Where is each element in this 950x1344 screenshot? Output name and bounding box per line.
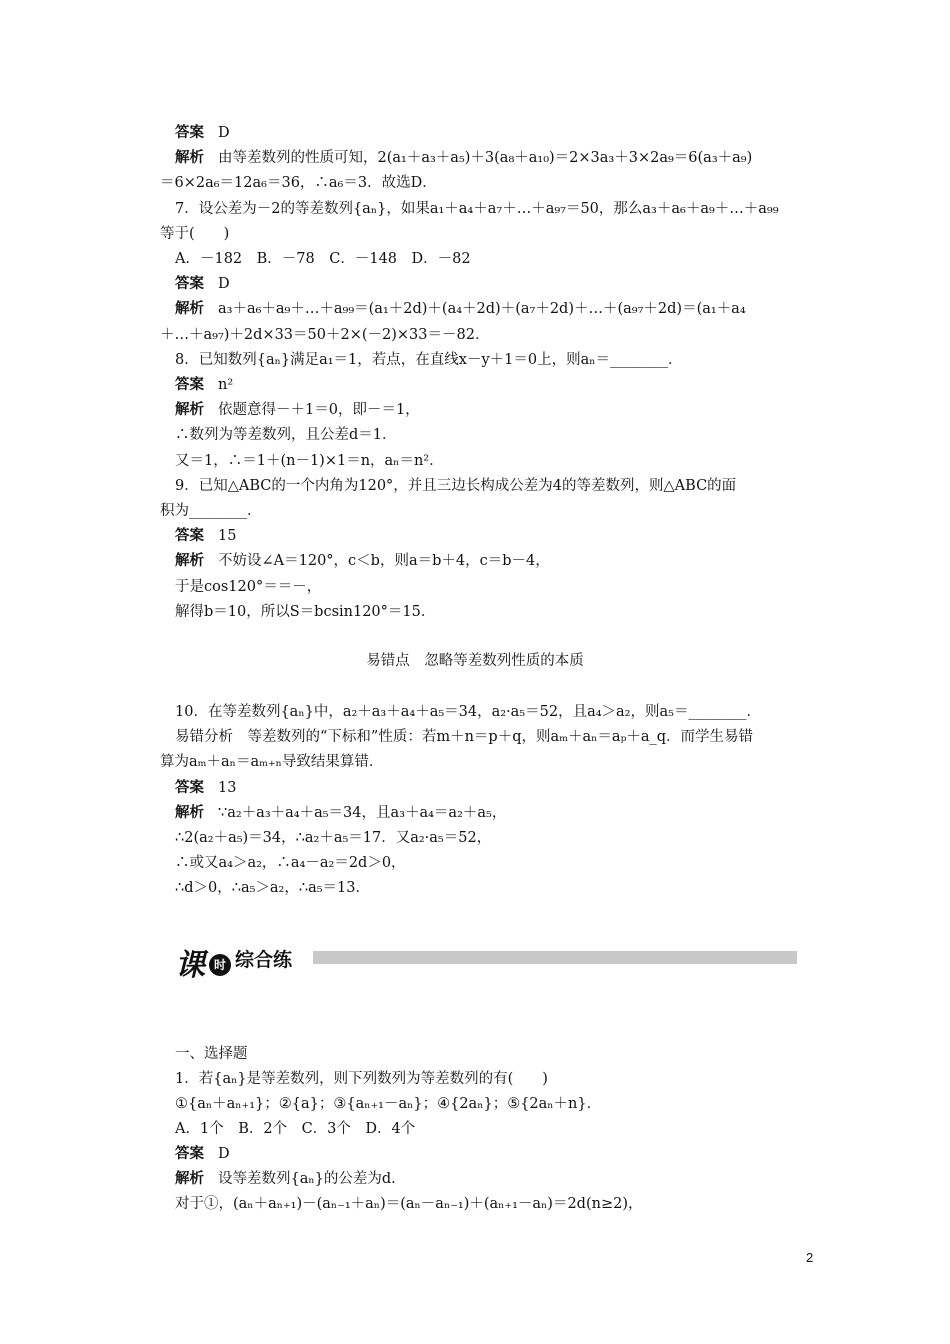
line-text: 算为aₘ＋aₙ＝aₘ₊ₙ导致结果算错．: [160, 754, 384, 771]
text-line: [175, 726, 825, 748]
answer-keyword: 解析: [175, 553, 204, 570]
line-text: ∴2(a₂＋a₅)＝34，∴a₂＋a₅＝17．又a₂·a₅＝52，: [175, 830, 492, 846]
answer-keyword: 答案: [175, 1146, 204, 1162]
line-text: 13: [218, 779, 237, 796]
line-text: ＋…＋a₉₇)＋2d×33＝50＋2×(－2)×33＝－82．: [160, 326, 490, 343]
text-line: [175, 399, 825, 421]
practice-banner: [175, 936, 797, 983]
text-line: [160, 324, 810, 346]
line-text: 不妨设∠A＝120°，c＜b，则a＝b＋4，c＝b－4，: [218, 553, 550, 570]
answer-keyword: 答案: [175, 276, 204, 293]
banner-char-ke: 课: [175, 948, 203, 983]
text-line: [175, 601, 825, 623]
line-text: 由等差数列的性质可知，2(a₁＋a₃＋a₅)＋3(a₈＋a₁₀)＝2×3a₃＋3×2a₉＝6(a₃＋a₉): [218, 150, 753, 167]
line-text: D: [218, 276, 230, 293]
line-text: 等于( ): [160, 225, 230, 242]
text-line: [160, 500, 810, 522]
text-line: [175, 877, 825, 899]
text-line: [175, 525, 825, 547]
line-text: ∴d＞0，∴a₅＞a₂，∴a₅＝13．: [175, 880, 371, 897]
line-text: ∴数列为等差数列，且公差d＝1．: [175, 427, 397, 444]
banner-char-shi: 时: [209, 954, 231, 976]
line-text: 易错分析 等差数列的“下标和”性质：若m＋n＝p＋q，则aₘ＋aₙ＝aₚ＋a_q．而学生易错: [175, 729, 754, 746]
text-line: [175, 273, 825, 295]
text-line: [175, 852, 825, 874]
text-line: [175, 450, 825, 472]
line-text: a₃＋a₆＋a₉＋…＋a₉₉＝(a₁＋2d)＋(a₄＋2d)＋(a₇＋2d)＋…＋(a₉₇＋2d)＝(a₁＋a₄: [218, 301, 746, 318]
line-text: 15: [218, 528, 237, 545]
line-text: 一、选择题: [175, 1046, 248, 1062]
text-line: [175, 802, 825, 824]
line-text: 对于①，(aₙ＋aₙ₊₁)－(aₙ₋₁＋aₙ)＝(aₙ－aₙ₋₁)＋(aₙ₊₁－aₙ)＝2d(n≥2)，: [175, 1196, 643, 1212]
line-text: 依题意得－＋1＝0，即－＝1，: [218, 402, 420, 419]
line-text: D: [218, 1146, 230, 1162]
line-text: 1．若{aₙ}是等差数列，则下列数列为等差数列的有( ): [175, 1071, 548, 1087]
page-number: 2: [806, 1250, 814, 1265]
line-text: n²: [218, 377, 234, 393]
text-line: [175, 1068, 825, 1090]
line-text: ①{aₙ＋aₙ₊₁}；②{a}；③{aₙ₊₁－aₙ}；④{2aₙ}；⑤{2aₙ＋n}．: [175, 1096, 602, 1112]
text-line: [175, 374, 825, 396]
answer-keyword: 答案: [175, 125, 204, 141]
text-line: [175, 349, 825, 371]
text-line: [175, 1143, 825, 1165]
answer-keyword: 解析: [175, 301, 204, 318]
text-line: [160, 223, 810, 245]
line-text: 解得b＝10，所以S＝bcsin120°＝15．: [175, 603, 436, 620]
text-line: [175, 1093, 825, 1115]
text-line: [160, 751, 810, 773]
text-line: [175, 122, 825, 144]
line-text: ∴或又a₄＞a₂，∴a₄－a₂＝2d＞0，: [175, 855, 406, 872]
text-line: [175, 475, 825, 497]
text-line: [175, 827, 825, 849]
text-line: [175, 1043, 825, 1065]
answer-keyword: 答案: [175, 377, 204, 393]
answer-keyword: 答案: [175, 779, 204, 796]
line-text: 10．在等差数列{aₙ}中，a₂＋a₃＋a₄＋a₅＝34，a₂·a₅＝52，且a₄＞a₂，则a₅＝________．: [175, 704, 761, 720]
text-line: [175, 147, 825, 169]
line-text: ∵a₂＋a₃＋a₄＋a₅＝34，且a₃＋a₄＝a₂＋a₅，: [218, 804, 507, 821]
text-line: [175, 1193, 825, 1215]
line-text: ＝6×2a₆＝12a₆＝36，∴a₆＝3．故选D．: [160, 175, 437, 192]
text-line: [175, 198, 825, 220]
line-text: D: [218, 125, 230, 141]
line-text: 又＝1，∴＝1＋(n－1)×1＝n，aₙ＝n²．: [175, 452, 444, 469]
answer-keyword: 解析: [175, 150, 204, 167]
text-line: [175, 777, 825, 799]
text-line: [175, 1118, 825, 1140]
answer-keyword: 解析: [175, 1171, 204, 1187]
answer-keyword: 解析: [175, 402, 204, 419]
line-text: 8．已知数列{aₙ}满足a₁＝1，若点，在直线x－y＋1＝0上，则aₙ＝________．: [175, 351, 683, 368]
answer-keyword: 答案: [175, 528, 204, 545]
line-text: A．1个 B．2个 C．3个 D．4个: [175, 1121, 416, 1137]
text-line: [175, 424, 825, 446]
text-line: [175, 550, 825, 572]
text-line: [175, 298, 825, 320]
section-title: 易错点 忽略等差数列性质的本质: [366, 653, 584, 669]
banner-title: 综合练: [235, 949, 293, 971]
line-text: A．－182 B．－78 C．－148 D．－82: [175, 251, 471, 267]
answer-keyword: 解析: [175, 804, 204, 821]
line-text: 积为________．: [160, 503, 262, 519]
text-line: [175, 1168, 825, 1190]
line-text: 7．设公差为－2的等差数列{aₙ}，如果a₁＋a₄＋a₇＋…＋a₉₇＝50，那么a₃＋a₆＋a₉＋…＋a₉₉: [175, 200, 779, 217]
text-line: [175, 248, 825, 270]
text-line: [160, 172, 810, 194]
line-text: 9．已知△ABC的一个内角为120°，并且三边长构成公差为4的等差数列，则△ABC的面: [175, 477, 737, 494]
text-line: [175, 576, 825, 598]
text-line: [175, 701, 825, 723]
banner-bar: [313, 951, 797, 964]
line-text: 设等差数列{aₙ}的公差为d.: [218, 1171, 396, 1187]
line-text: 于是cos120°＝＝－，: [175, 578, 322, 595]
